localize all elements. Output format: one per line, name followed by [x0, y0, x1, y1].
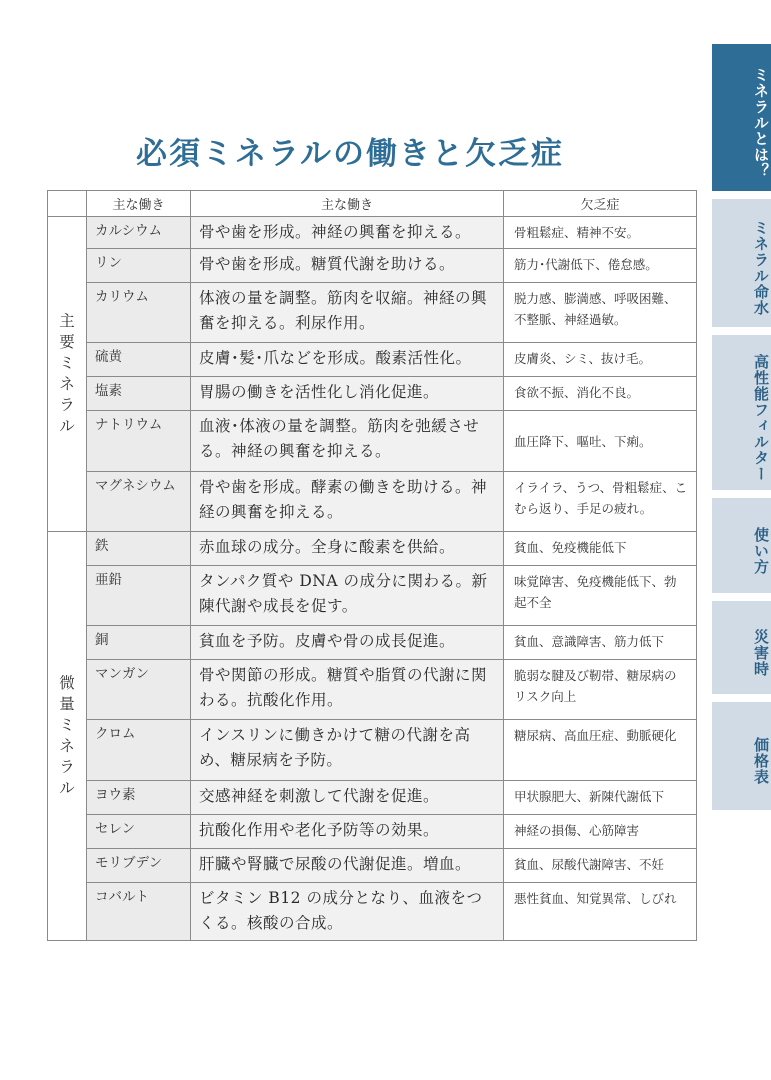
mineral-name: ヨウ素 — [87, 781, 191, 815]
table-row — [48, 815, 697, 849]
mineral-deficiency: 貧血、意識障害、筋力低下 — [504, 626, 697, 660]
table-header-row — [48, 191, 697, 217]
mineral-name: 鉄 — [87, 532, 191, 566]
tab-filter[interactable]: 高性能フィルター — [712, 335, 771, 490]
tab-usage[interactable]: 使い方 — [712, 498, 771, 593]
tab-disaster[interactable]: 災害時 — [712, 601, 771, 694]
mineral-name: モリブデン — [87, 849, 191, 883]
mineral-deficiency: 味覚障害、免疫機能低下、勃起不全 — [504, 566, 697, 626]
mineral-name: マグネシウム — [87, 472, 191, 532]
mineral-deficiency: 脆弱な腱及び靭帯、糖尿病のリスク向上 — [504, 660, 697, 720]
table-row — [48, 249, 697, 283]
tab-about-minerals[interactable]: ミネラルとは？ — [712, 44, 771, 191]
mineral-deficiency: 食欲不振、消化不良。 — [504, 377, 697, 411]
mineral-function: 肝臓や腎臓で尿酸の代謝促進。増血。 — [191, 849, 504, 883]
mineral-deficiency: 骨粗鬆症、精神不安。 — [504, 217, 697, 249]
page-title: 必須ミネラルの働きと欠乏症 — [135, 136, 565, 172]
mineral-function: 血液･体液の量を調整。筋肉を弛緩させる。神経の興奮を抑える。 — [191, 411, 504, 472]
mineral-function: 骨や歯を形成。糖質代謝を助ける。 — [191, 249, 504, 283]
mineral-name: マンガン — [87, 660, 191, 720]
mineral-deficiency: 神経の損傷、心筋障害 — [504, 815, 697, 849]
mineral-function: 皮膚･髪･爪などを形成。酸素活性化。 — [191, 343, 504, 377]
mineral-function: 体液の量を調整。筋肉を収縮。神経の興奮を抑える。利尿作用。 — [191, 283, 504, 343]
mineral-deficiency: 貧血、免疫機能低下 — [504, 532, 697, 566]
mineral-deficiency: 血圧降下、嘔吐、下痢。 — [504, 411, 697, 472]
mineral-function: 貧血を予防。皮膚や骨の成長促進。 — [191, 626, 504, 660]
table-row — [48, 217, 697, 249]
mineral-function: 胃腸の働きを活性化し消化促進。 — [191, 377, 504, 411]
header-group-cell — [48, 191, 87, 217]
tab-price-list[interactable]: 価格表 — [712, 702, 771, 810]
header-deficiency: 欠乏症 — [504, 191, 697, 217]
mineral-name: 塩素 — [87, 377, 191, 411]
mineral-deficiency: 貧血、尿酸代謝障害、不妊 — [504, 849, 697, 883]
table-row — [48, 283, 697, 343]
table-row — [48, 849, 697, 883]
mineral-name: セレン — [87, 815, 191, 849]
mineral-name: カルシウム — [87, 217, 191, 249]
mineral-function: 抗酸化作用や老化予防等の効果。 — [191, 815, 504, 849]
mineral-name: 銅 — [87, 626, 191, 660]
mineral-deficiency: 糖尿病、高血圧症、動脈硬化 — [504, 720, 697, 781]
table-row — [48, 626, 697, 660]
mineral-function: タンパク質や DNA の成分に関わる。新陳代謝や成長を促す。 — [191, 566, 504, 626]
table-row — [48, 343, 697, 377]
mineral-deficiency: 筋力･代謝低下、倦怠感。 — [504, 249, 697, 283]
mineral-deficiency: 悪性貧血、知覚異常、しびれ — [504, 883, 697, 941]
mineral-name: ナトリウム — [87, 411, 191, 472]
mineral-deficiency: イライラ、うつ、骨粗鬆症、こむら返り、手足の疲れ。 — [504, 472, 697, 532]
table-row — [48, 883, 697, 941]
mineral-deficiency: 甲状腺肥大、新陳代謝低下 — [504, 781, 697, 815]
mineral-name: カリウム — [87, 283, 191, 343]
table-row — [48, 377, 697, 411]
mineral-function: 赤血球の成分。全身に酸素を供給。 — [191, 532, 504, 566]
mineral-name: リン — [87, 249, 191, 283]
table-row — [48, 411, 697, 472]
mineral-function: インスリンに働きかけて糖の代謝を高め、糖尿病を予防。 — [191, 720, 504, 781]
mineral-name: 亜鉛 — [87, 566, 191, 626]
mineral-function: 骨や歯を形成。酵素の働きを助ける。神経の興奮を抑える。 — [191, 472, 504, 532]
group-trace-label: 微量ミネラル — [48, 532, 87, 941]
mineral-deficiency: 脱力感、膨満感、呼吸困難、不整脈、神経過敏。 — [504, 283, 697, 343]
header-name: 主な働き — [87, 191, 191, 217]
table-row — [48, 532, 697, 566]
mineral-function: 交感神経を刺激して代謝を促進。 — [191, 781, 504, 815]
group-major-label: 主要ミネラル — [48, 217, 87, 532]
mineral-deficiency: 皮膚炎、シミ、抜け毛。 — [504, 343, 697, 377]
header-function: 主な働き — [191, 191, 504, 217]
mineral-name: コバルト — [87, 883, 191, 941]
table-row — [48, 566, 697, 626]
tab-mineral-water[interactable]: ミネラル命水 — [712, 199, 771, 327]
table-row — [48, 660, 697, 720]
mineral-name: 硫黄 — [87, 343, 191, 377]
table-row — [48, 781, 697, 815]
mineral-function: ビタミン B12 の成分となり、血液をつくる。核酸の合成。 — [191, 883, 504, 941]
mineral-table — [47, 190, 697, 941]
table-row — [48, 472, 697, 532]
mineral-function: 骨や歯を形成。神経の興奮を抑える。 — [191, 217, 504, 249]
mineral-function: 骨や関節の形成。糖質や脂質の代謝に関わる。抗酸化作用。 — [191, 660, 504, 720]
table-row — [48, 720, 697, 781]
mineral-name: クロム — [87, 720, 191, 781]
